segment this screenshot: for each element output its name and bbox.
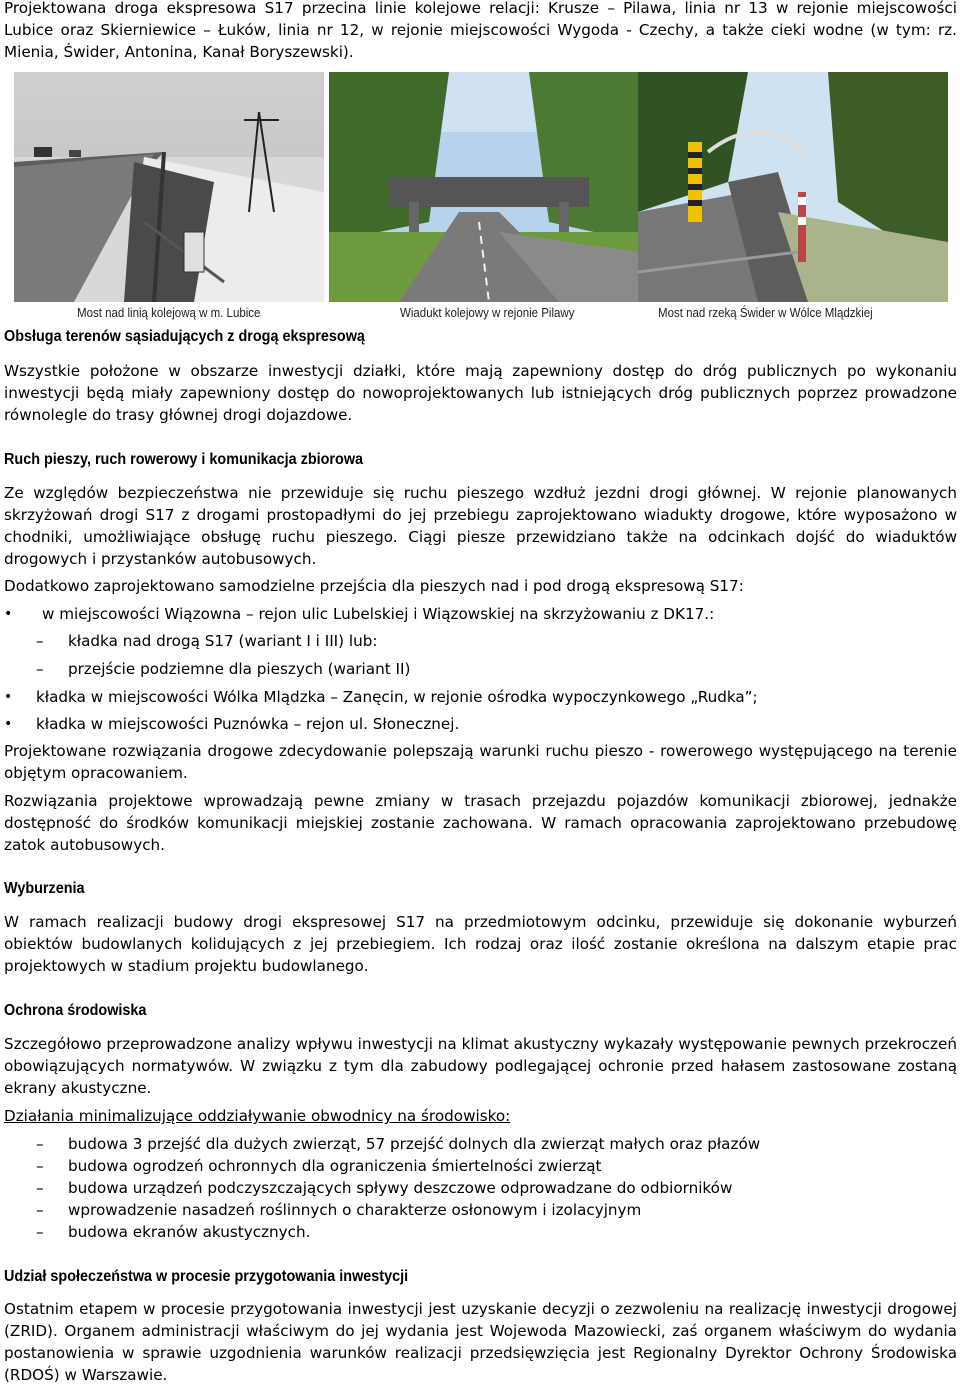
measures-title: Działania minimalizujące oddziaływanie obwodnicy na środowisko:	[4, 1107, 511, 1125]
paragraph-pedestrian-1: Ze względów bezpieczeństwa nie przewiduje się ruchu pieszego wzdłuż jezdni drogi głównej. W rejonie planowanych skrzyżowań drogi S17 z drogami prostopadłymi do jej przebiegu zaprojektowano wiadukty drogowe, które wyposażono w chodniki, umożliwiające obsługę ruchu pieszego. Ciągi piesze przewidziano także na odcinkach dojść do wiaduktów drogowych i przystanków autobusowych.	[4, 484, 957, 568]
heading-public-participation: Udział społeczeństwa w procesie przygotowania inwestycji	[4, 1268, 409, 1285]
crossing-item-wiazowna: • w miejscowości Wiązowna – rejon ulic Lubelskiej i Wiązowskiej na skrzyżowaniu z DK17.:	[4, 605, 715, 623]
dash-icon: –	[36, 1201, 44, 1219]
dash-icon: –	[36, 1179, 44, 1197]
paragraph-public-participation: Ostatnim etapem w procesie przygotowania inwestycji jest uzyskanie decyzji o zezwoleniu na realizację inwestycji drogowej (ZRID). Organem administracji właściwym do jej wydania jest Wojewoda Mazowiecki, zaś organem właściwym do wydania postanowienia w sprawie uzgodnienia warunków realizacji przedsięwzięcia jest Regionalny Dyrektor Ochrony Środowiska (RDOŚ) w Warszawie.	[4, 1300, 957, 1384]
sub-item-underpass: – przejście podziemne dla pieszych (wariant II)	[36, 660, 411, 678]
dash-icon: –	[36, 1135, 44, 1153]
measures-list	[4, 1133, 957, 1243]
measure-item: – wprowadzenie nasadzeń roślinnych o charakterze osłonowym i izolacyjnym	[36, 1201, 642, 1219]
bullet-icon: •	[4, 689, 13, 705]
paragraph-pedestrian-4: Rozwiązania projektowe wprowadzają pewne zmiany w trasach przejazdu pojazdów komunikacji zbiorowej, jednakże dostępność do środków komunikacji miejskiej zostanie zachowana. W ramach opracowania zaprojektowano przebudowę zatok autobusowych.	[4, 792, 957, 854]
heading-access: Obsługa terenów sąsiadujących z drogą ekspresową	[4, 328, 365, 345]
measure-item: – budowa ogrodzeń ochronnych dla ograniczenia śmiertelności zwierząt	[36, 1157, 602, 1175]
paragraph-pedestrian-3: Projektowane rozwiązania drogowe zdecydowanie polepszają warunki ruchu pieszo - rowerowego występującego na terenie objętym opracowaniem.	[4, 742, 957, 782]
dash-icon: –	[36, 1157, 44, 1175]
photo-caption-2: Wiadukt kolejowy w rejonie Pilawy	[400, 306, 575, 320]
bullet-icon: •	[4, 606, 13, 622]
heading-environment: Ochrona środowiska	[4, 1002, 147, 1019]
crossings-list-continued	[4, 686, 957, 735]
photo-strip	[14, 72, 944, 322]
crossing-sublist	[4, 630, 957, 680]
bullet-icon: •	[4, 716, 13, 732]
paragraph-demolition: W ramach realizacji budowy drogi ekspresowej S17 na przedmiotowym odcinku, przewiduje się dokonanie wyburzeń obiektów budowlanych kolidujących z jej przebiegiem. Ich rodzaj oraz ilość zostanie określona na dalszym etapie prac projektowych w stadium projektu budowlanego.	[4, 913, 957, 975]
paragraph-access: Wszystkie położone w obszarze inwestycji działki, które mają zapewniony dostęp do dróg publicznych po wykonaniu inwestycji będą miały zapewniony dostęp do nowoprojektowanych lub istniejących dróg publicznych poprzez prowadzone równolegle do trasy głównej drogi dojazdowe.	[4, 362, 957, 424]
paragraph-environment: Szczegółowo przeprowadzone analizy wpływu inwestycji na klimat akustyczny wykazały występowanie pewnych przekroczeń obowiązujących normatywów. W związku z tym dla zabudowy podlegającej ochronie przed hałasem zastosowane zostaną ekrany akustyczne.	[4, 1035, 957, 1097]
photo-caption-3: Most nad rzeką Świder w Wólce Mlądzkiej	[658, 306, 873, 320]
crossing-item-puznowka: • kładka w miejscowości Puznówka – rejon ul. Słonecznej.	[4, 715, 460, 733]
photo-river-bridge-wolka	[638, 72, 948, 302]
intro-paragraph: Projektowana droga ekspresowa S17 przecina linie kolejowe relacji: Krusze – Pilawa, linia nr 13 w rejonie miejscowości Lubice oraz Skierniewice – Łuków, linia nr 12, w rejonie miejscowości Wygoda - Czechy, a także cieki wodne (w tym: rz. Mienia, Świder, Antonina, Kanał Boryszewski).	[4, 0, 957, 61]
photo-railway-bridge-lubice	[14, 72, 324, 302]
measure-item: – budowa urządzeń podczyszczających spływy deszczowe odprowadzane do odbiorników	[36, 1179, 733, 1197]
photo-railway-viaduct-pilawa	[329, 72, 639, 302]
crossing-item-wolka: • kładka w miejscowości Wólka Mlądzka – Zanęcin, w rejonie ośrodka wypoczynkowego „Rudka”;	[4, 688, 758, 706]
measure-item: – budowa ekranów akustycznych.	[36, 1223, 311, 1241]
measure-item: – budowa 3 przejść dla dużych zwierząt, 57 przejść dolnych dla zwierząt małych oraz płazów	[36, 1135, 761, 1153]
dash-icon: –	[36, 660, 44, 678]
photo-caption-1: Most nad linią kolejową w m. Lubice	[77, 306, 261, 320]
paragraph-pedestrian-2: Dodatkowo zaprojektowano samodzielne przejścia dla pieszych nad i pod drogą ekspresową S17:	[4, 577, 744, 595]
heading-demolition: Wyburzenia	[4, 880, 85, 897]
heading-pedestrian: Ruch pieszy, ruch rowerowy i komunikacja zbiorowa	[4, 451, 364, 468]
dash-icon: –	[36, 632, 44, 650]
sub-item-footbridge: – kładka nad drogą S17 (wariant I i III) lub:	[36, 632, 378, 650]
dash-icon: –	[36, 1223, 44, 1241]
crossings-list	[4, 603, 957, 625]
